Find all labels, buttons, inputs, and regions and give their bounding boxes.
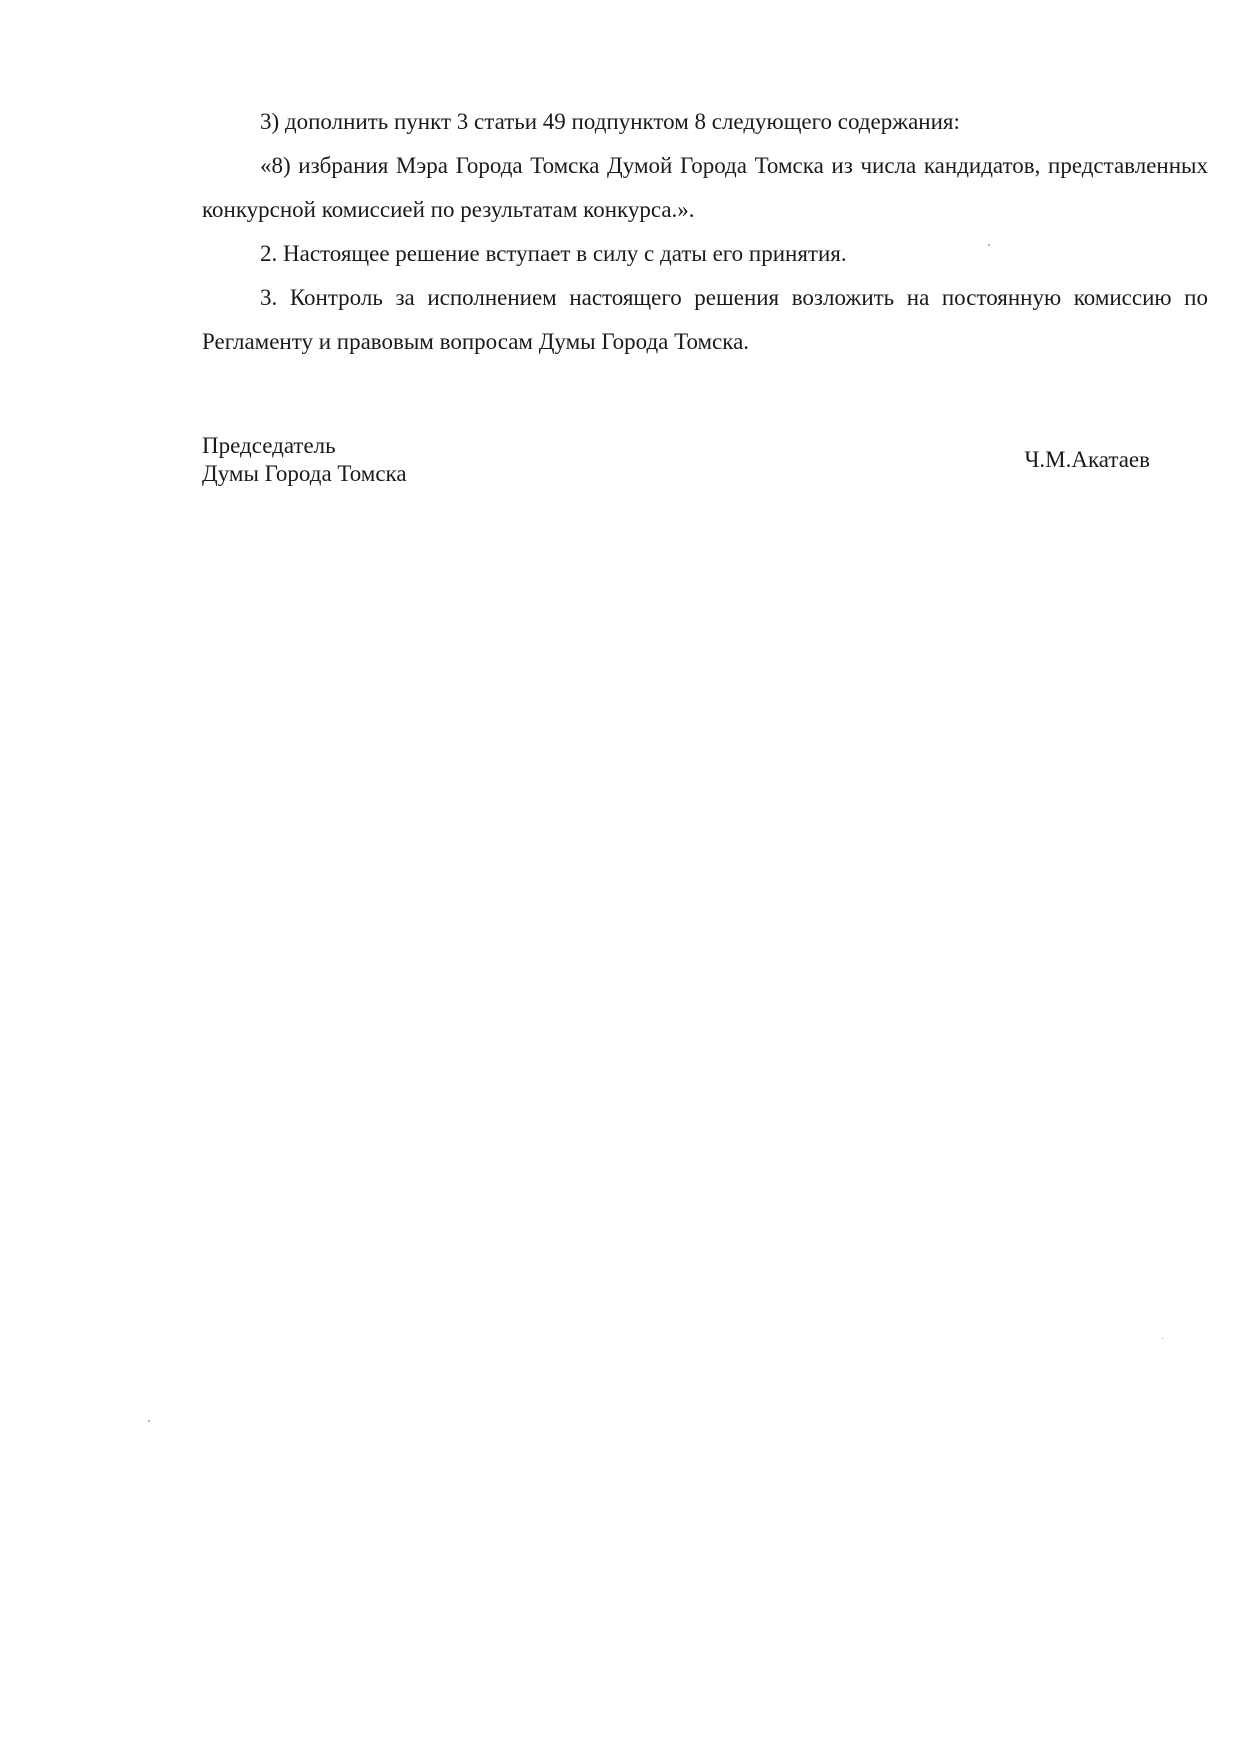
scan-speck [1162,1338,1163,1339]
document-body [202,100,1208,364]
paragraph-effective-date: 2. Настоящее решение вступает в силу с даты его принятия. [260,241,847,266]
signer-title [202,432,602,488]
scan-speck [148,1420,150,1422]
paragraph-amendment-item-3: 3) дополнить пункт 3 статьи 49 подпунктом 8 следующего содержания: [260,109,960,134]
signature-block [202,432,1150,492]
signer-title-line-1: Председатель [202,433,336,458]
paragraph-subitem-8: «8) избрания Мэра Города Томска Думой Города Томска из числа кандидатов, представленных конкурсной комиссией по результатам конкурса.». [202,153,1208,222]
signer-title-line-2: Думы Города Томска [202,461,407,486]
signer-name: Ч.М.Акатаев [1024,447,1150,472]
scan-speck [988,244,990,246]
paragraph-control-clause: 3. Контроль за исполнением настоящего решения возложить на постоянную комиссию по Регламенту и правовым вопросам Думы Города Томска. [202,285,1208,354]
